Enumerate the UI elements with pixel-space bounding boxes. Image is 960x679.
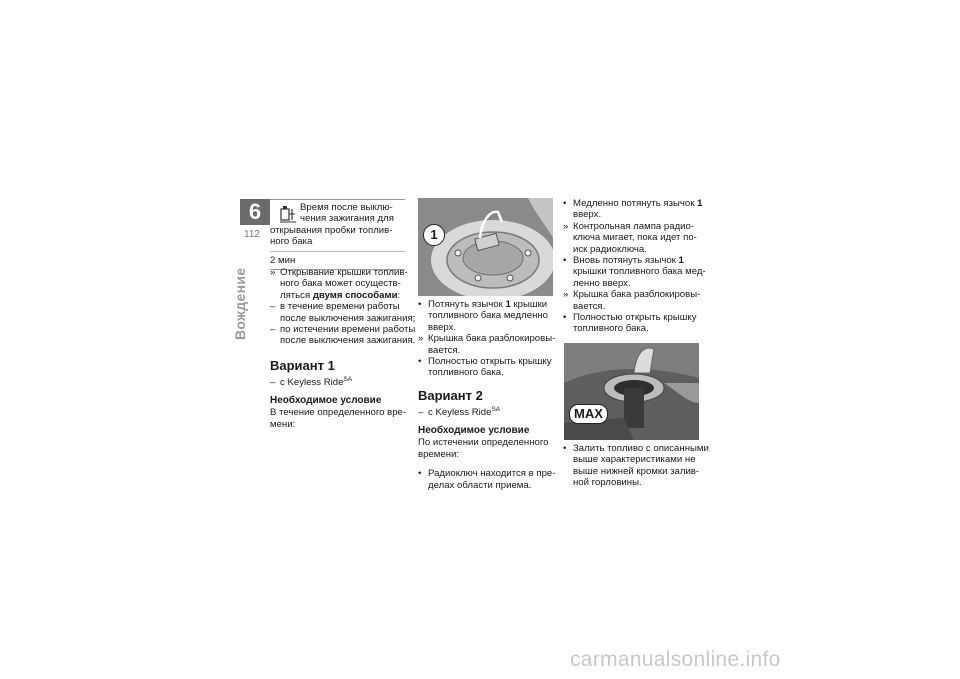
step-line: Контрольная лампа радио- (573, 220, 695, 232)
sa-mark: SA (343, 375, 353, 383)
radio-line: делах области приема. (428, 479, 532, 491)
step-number: 1 (697, 198, 703, 209)
step-line: вается. (573, 300, 606, 312)
condition-heading: Необходимое условие (270, 395, 382, 407)
page-number: 112 (244, 229, 260, 240)
fill-line: ной горловины. (573, 477, 642, 489)
step-line: топливного бака. (573, 323, 649, 335)
condition-line: мени: (270, 418, 296, 430)
fill-line: выше характеристиками не (573, 454, 696, 466)
step-line: ключа мигает, пока идет по- (573, 232, 697, 244)
step-line: ленно вверх. (573, 277, 631, 289)
intro-line: ного бака может осуществ- (280, 278, 401, 290)
step-line: вверх. (428, 321, 457, 333)
variant-2-sub: с Keyless Ride (428, 407, 492, 419)
step-line: крышки топливного бака мед- (573, 266, 706, 278)
fill-line: выше нижней кромки залив- (573, 465, 700, 477)
chapter-number: 6 (240, 199, 270, 225)
condition-line: По истечении определенного (418, 437, 549, 449)
condition-heading: Необходимое условие (418, 425, 530, 437)
step-line: крышки (513, 299, 548, 310)
column-3: • Медленно потянуть язычок 1 вверх. » Контрольная лампа радио- ключа мигает, пока идет по- иск радиоключа. • Вновь потянуть язычок 1 крышки топливного бака мед- ленно вверх. » Крышка бака разблокировы- вается. • Полностью открыть крышку топливного бака. (563, 198, 706, 335)
callout-label: 1 (423, 224, 445, 246)
watermark: carmanualsonline.info (570, 648, 781, 671)
info-value: 2 мин (270, 254, 296, 266)
step-line: топливного бака. (428, 367, 504, 379)
dash-line: по истечении времени работы (280, 324, 416, 336)
info-line: ного бака (270, 236, 313, 248)
step-line: Вновь потянуть язычок (573, 255, 679, 267)
intro-line: Открывание крышки топлив- (280, 267, 408, 278)
variant-2-heading: Вариант 2 (418, 387, 483, 403)
chapter-title: Вождение (232, 267, 248, 340)
intro-end: : (397, 289, 401, 301)
condition-line: В течение определенного вре- (270, 407, 407, 419)
dash-line: в течение времени работы (280, 301, 400, 313)
step-line: Медленно потянуть язычок (573, 198, 698, 209)
max-label: MAX (569, 404, 608, 424)
fuel-filler-photo (564, 343, 699, 440)
step-line: топливного бака медленно (428, 310, 548, 322)
column-1: » Открывание крышки топлив- ного бака может осуществ- ляться двумя способами: – в течение времени работы после выключения зажигания; – по истечении времени работы после выключения зажигания. Вариант 1 – с Keyless Ride$^{SA}$ Необходимое условие В течение определенного вре- мени: (270, 267, 416, 430)
condition-line: времени: (418, 448, 460, 460)
column-2: • Потянуть язычок 1 крышки топливного бака медленно вверх. » Крышка бака разблокировы- вается. • Полностью открыть крышку топливного бака. Вариант 2 – с Keyless Ride$^{SA}$ Необходимое условие По истечении определенного времени: • Радиоключ находится в пре- делах области приема. (418, 299, 558, 491)
step-number: 1 (678, 255, 684, 267)
info-box (270, 199, 405, 270)
step-line: Потянуть язычок (428, 299, 506, 310)
intro-bold: двумя способами (312, 289, 398, 301)
fuel-cap-photo (418, 198, 553, 296)
column-3-bottom: • Залить топливо с описанными выше характеристиками не выше нижней кромки залив- ной горловины. (563, 443, 709, 489)
variant-1-heading: Вариант 1 (270, 357, 335, 373)
fuel-timer-icon (278, 203, 298, 225)
step-line: Полностью открыть крышку (573, 312, 697, 324)
radio-line: Радиоключ находится в пре- (428, 468, 556, 480)
variant-1-sub: с Keyless Ride (280, 377, 344, 389)
step-line: Крышка бака разблокировы- (428, 333, 556, 345)
fill-line: Залить топливо с описанными (573, 443, 709, 454)
info-line: чения зажигания для (300, 213, 394, 225)
dash-line: после выключения зажигания. (280, 335, 416, 347)
info-line: Время после выклю- (300, 202, 393, 213)
sa-mark: SA (491, 405, 501, 413)
intro-line: ляться (280, 289, 313, 301)
step-line: Крышка бака разблокировы- (573, 289, 701, 301)
dash-line: после выключения зажигания; (280, 312, 416, 324)
step-line: вается. (428, 344, 461, 356)
step-number: 1 (505, 299, 511, 310)
step-line: Полностью открыть крышку (428, 356, 552, 368)
step-line: иск радиоключа. (573, 243, 647, 255)
step-line: вверх. (573, 209, 602, 221)
info-line: открывания пробки топлив- (270, 224, 393, 236)
